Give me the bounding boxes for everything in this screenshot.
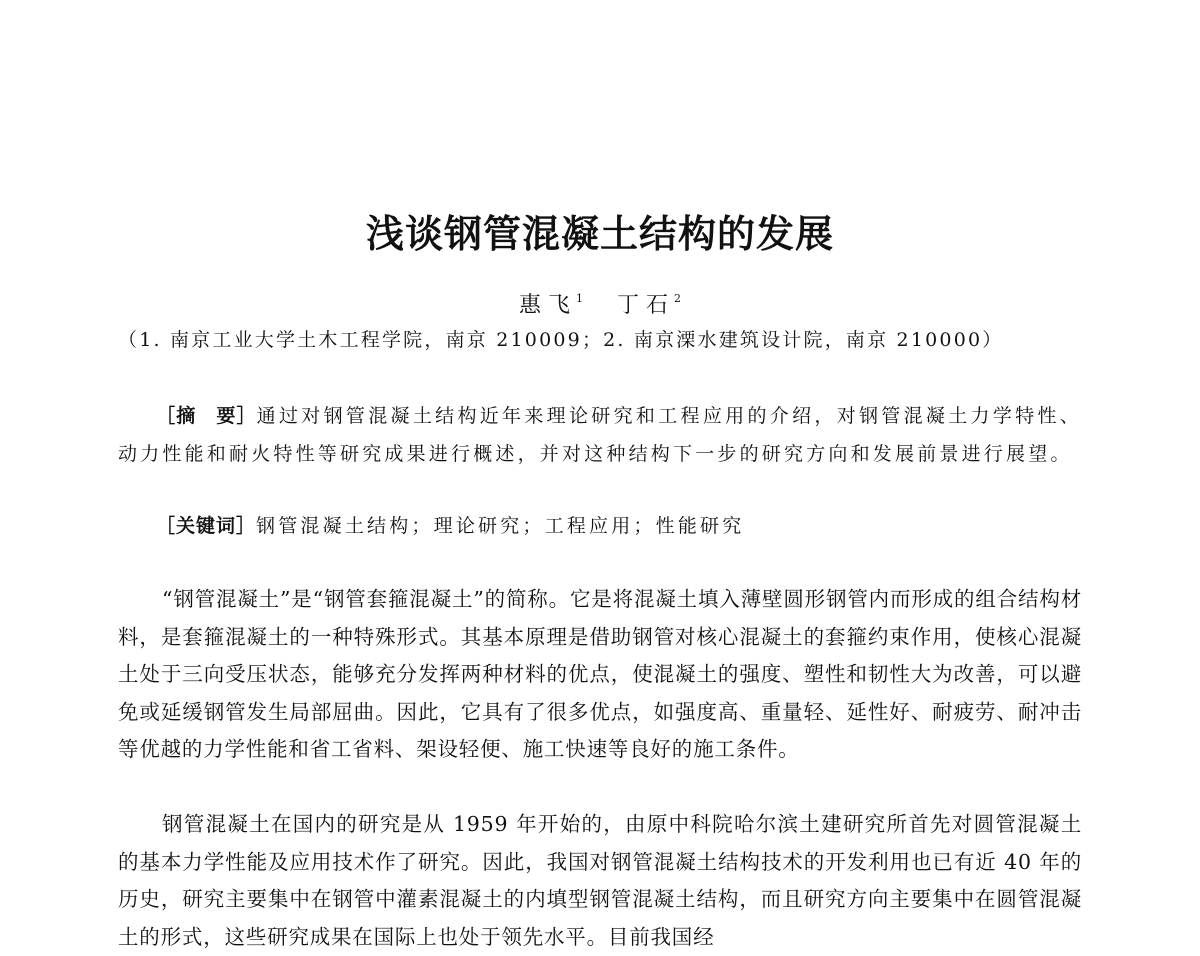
keywords-label: ［关键词］ xyxy=(156,515,257,537)
author-affil-mark: 1 xyxy=(576,292,583,305)
abstract-label: ［摘 要］ xyxy=(156,405,257,427)
keywords xyxy=(118,509,1082,543)
abstract xyxy=(118,397,1082,473)
abstract-text: 通过对钢管混凝土结构近年来理论研究和工程应用的介绍，对钢管混凝土力学特性、动力性能和耐火特性等研究成果进行概述，并对这种结构下一步的研究方向和发展前景进行展望。 xyxy=(118,405,1082,465)
keywords-text: 钢管混凝土结构；理论研究；工程应用；性能研究 xyxy=(256,515,745,537)
body-paragraph: “钢管混凝土”是“钢管套箍混凝土”的简称。它是将混凝土填入薄壁圆形钢管内而形成的组合结构材料，是套箍混凝土的一种特殊形式。其基本原理是借助钢管对核心混凝土的套箍约束作用，使核心混凝土处于三向受压状态，能够充分发挥两种材料的优点，使混凝土的强度、塑性和韧性大为改善，可以避免或延缓钢管发生局部屈曲。因此，它具有了很多优点，如强度高、重量轻、延性好、耐疲劳、耐冲击等优越的力学性能和省工省料、架设轻便、施工快速等良好的施工条件。 xyxy=(118,587,1082,761)
author-affil-mark: 2 xyxy=(674,292,681,305)
body-paragraph: 钢管混凝土在国内的研究是从 1959 年开始的，由原中科院哈尔滨土建研究所首先对圆管混凝土的基本力学性能及应用技术作了研究。因此，我国对钢管混凝土结构技术的开发利用也已有近 40 年的历史，研究主要集中在钢管中灌素混凝土的内填型钢管混凝土结构，而且研究方向主要集中在圆管混凝土的形式，这些研究成果在国际上也处于领先水平。目前我国经 xyxy=(118,812,1082,949)
author-line xyxy=(0,284,1200,321)
affiliation-line: （1. 南京工业大学土木工程学院，南京 210009；2. 南京溧水建筑设计院，南京 210000） xyxy=(118,329,1004,351)
author-name: 惠 飞 xyxy=(519,293,570,318)
paper-title: 浅谈钢管混凝土结构的发展 xyxy=(365,211,834,256)
author-name: 丁 石 xyxy=(617,293,668,318)
